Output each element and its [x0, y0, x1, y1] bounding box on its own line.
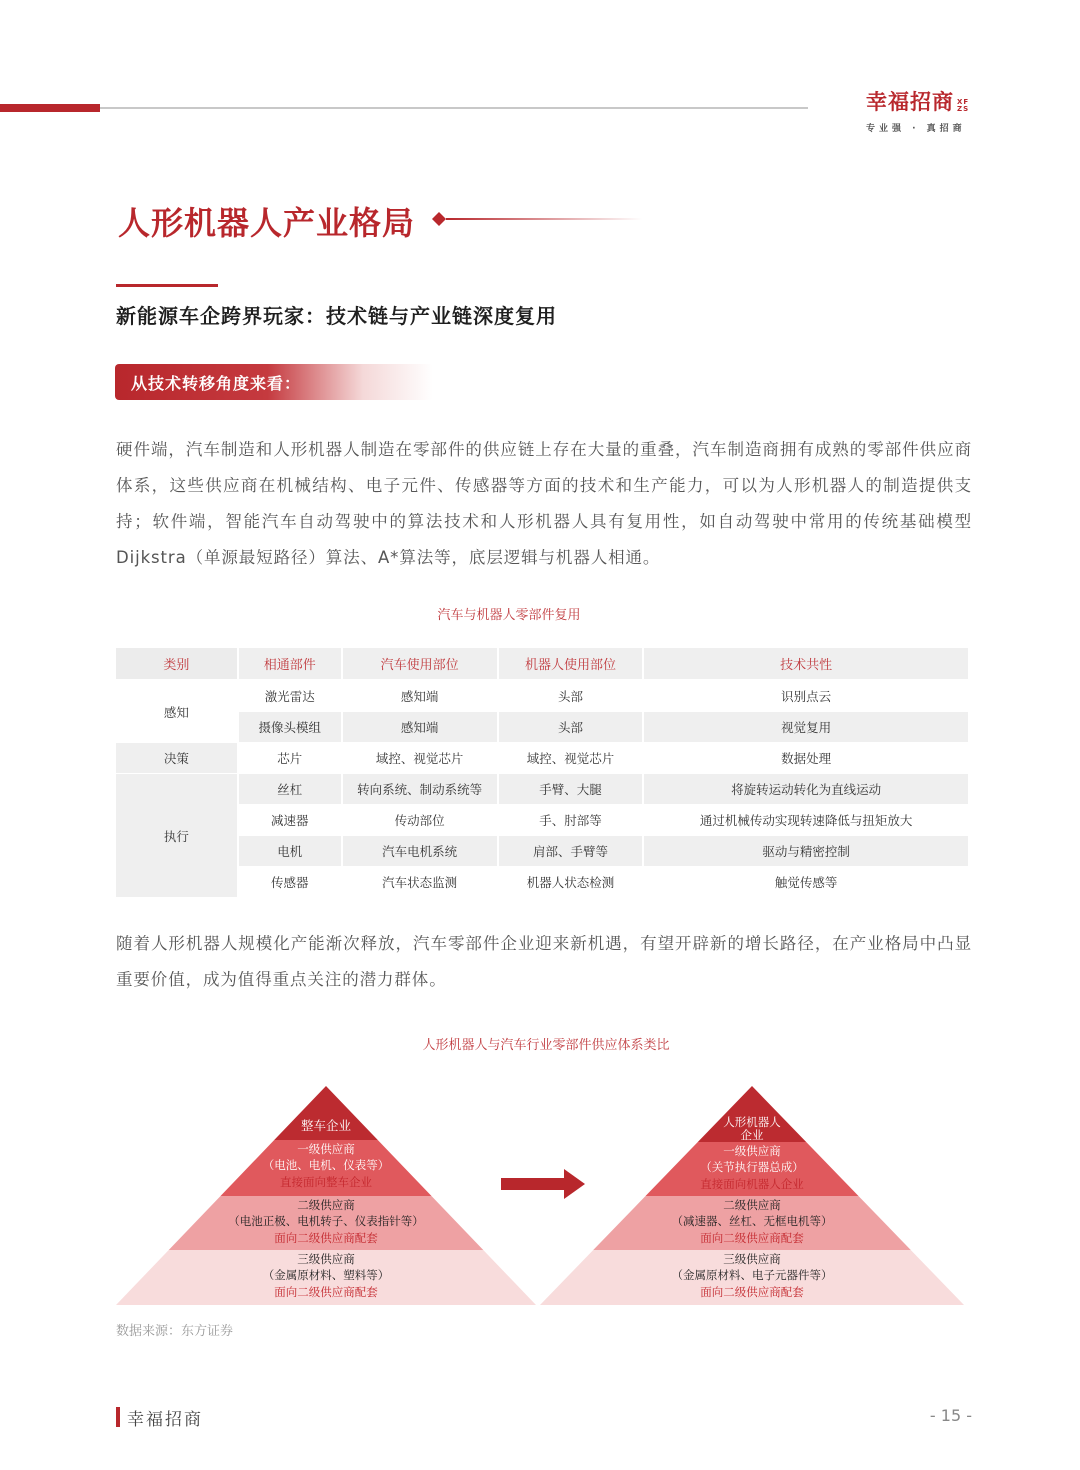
- pyramid-tier-name: 一级供应商: [723, 1144, 781, 1158]
- pyramid-tier-detail: （电池正极、电机转子、仪表指针等）: [228, 1214, 424, 1228]
- pyramid-top-label: 企业: [740, 1128, 764, 1142]
- pyramid-tier-name: 三级供应商: [723, 1252, 781, 1266]
- table-cell: 域控、视觉芯片: [498, 743, 644, 774]
- pyramid-tier-detail: （金属原材料、塑料等）: [262, 1268, 390, 1282]
- table-cell: 激光雷达: [238, 680, 342, 712]
- section-subtitle: 新能源车企跨界玩家：技术链与产业链深度复用: [116, 304, 557, 328]
- table-cell: 感知端: [342, 712, 498, 743]
- table-cell: 头部: [498, 680, 644, 712]
- table-category-cell: 执行: [116, 774, 238, 898]
- pyramid-tier-name: 二级供应商: [297, 1198, 355, 1212]
- table-cell: 转向系统、制动系统等: [342, 774, 498, 805]
- pyramid-tier-note: 直接面向整车企业: [280, 1175, 372, 1189]
- pyramid-tier-detail: （关节执行器总成）: [700, 1160, 804, 1174]
- header-rule: [100, 107, 808, 109]
- page-number: - 15 -: [929, 1406, 972, 1425]
- data-source: 数据来源：东方证券: [116, 1324, 234, 1339]
- table-category-cell: 决策: [116, 743, 238, 774]
- table-cell: 传感器: [238, 867, 342, 898]
- title-diamond-decoration: [432, 212, 642, 226]
- table-cell: 域控、视觉芯片: [342, 743, 498, 774]
- paragraph-opportunity: 随着人形机器人规模化产能渐次释放，汽车零部件企业迎来新机遇，有望开辟新的增长路径，在产业格局中凸显重要价值，成为值得重点关注的潜力群体。: [116, 934, 972, 989]
- section-title: 人形机器人产业格局: [118, 204, 416, 242]
- table-cell: 通过机械传动实现转速降低与扭矩放大: [643, 805, 969, 836]
- table-category-cell: 感知: [116, 680, 238, 743]
- table-header-cell: 相通部件: [238, 648, 342, 680]
- footer-accent-bar: [116, 1407, 120, 1427]
- table-cell: 丝杠: [238, 774, 342, 805]
- table-cell: 驱动与精密控制: [643, 836, 969, 867]
- supply-pyramid-comparison: [0, 1076, 1080, 1316]
- table-cell: 电机: [238, 836, 342, 867]
- table-row: [116, 867, 969, 898]
- pyramid-tier-note: 面向二级供应商配套: [700, 1231, 804, 1245]
- brand-logo: [866, 86, 969, 134]
- perspective-label-text: 从技术转移角度来看：: [131, 374, 302, 393]
- table-row: [116, 805, 969, 836]
- pyramid-tier-detail: （减速器、丝杠、无框电机等）: [671, 1214, 833, 1228]
- table-cell: 数据处理: [643, 743, 969, 774]
- table-cell: 汽车状态监测: [342, 867, 498, 898]
- table-row: [116, 743, 969, 774]
- pyramid-top-label: 整车企业: [300, 1118, 352, 1133]
- component-reuse-table: [116, 648, 970, 898]
- right-arrow-icon: [501, 1169, 585, 1199]
- brand-name: 幸福招商: [866, 90, 954, 114]
- paragraph-tech-transfer: 硬件端，汽车制造和人形机器人制造在零部件的供应链上存在大量的重叠，汽车制造商拥有成熟的零部件供应商体系，这些供应商在机械结构、电子元件、传感器等方面的技术和生产能力，可以为人形机器人的制造提供支持；软件端，智能汽车自动驾驶中的算法技术和人形机器人具有复用性，如自动驾驶中常用的传统基础模型Dijkstra（单源最短路径）算法、A*算法等，底层逻辑与机器人相通。: [116, 440, 972, 567]
- pyramid-tier-note: 面向二级供应商配套: [274, 1285, 378, 1299]
- table-row: [116, 836, 969, 867]
- pyramid-tier-name: 一级供应商: [297, 1142, 355, 1156]
- table-cell: 手臂、大腿: [498, 774, 644, 805]
- pyramid-tier-name: 三级供应商: [297, 1252, 355, 1266]
- header-accent-bar: [0, 104, 100, 112]
- table-header-cell: 机器人使用部位: [498, 648, 644, 680]
- table-row: [116, 680, 969, 712]
- brand-tag: XF ZS: [957, 98, 970, 113]
- table-cell: 将旋转运动转化为直线运动: [643, 774, 969, 805]
- table-cell: 识别点云: [643, 680, 969, 712]
- table-header-cell: 类别: [116, 648, 238, 680]
- brand-slogan: 专业强 · 真招商: [866, 124, 966, 134]
- pyramid-top-label: 人形机器人: [723, 1115, 781, 1129]
- table-cell: 减速器: [238, 805, 342, 836]
- table-title: 汽车与机器人零部件复用: [437, 608, 581, 623]
- pyramid-tier-note: 面向二级供应商配套: [700, 1285, 804, 1299]
- pyramid-tier-detail: （金属原材料、电子元器件等）: [671, 1268, 833, 1282]
- table-cell: 汽车电机系统: [342, 836, 498, 867]
- table-header-cell: 汽车使用部位: [342, 648, 498, 680]
- table-cell: 感知端: [342, 680, 498, 712]
- pyramid-tier-name: 二级供应商: [723, 1198, 781, 1212]
- pyramid-figure-title: 人形机器人与汽车行业零部件供应体系类比: [422, 1038, 670, 1053]
- table-cell: 手、肘部等: [498, 805, 644, 836]
- table-cell: 头部: [498, 712, 644, 743]
- perspective-label: [115, 364, 433, 400]
- subtitle-rule: [116, 284, 218, 287]
- table-cell: 机器人状态检测: [498, 867, 644, 898]
- table-cell: 芯片: [238, 743, 342, 774]
- footer-brand: 幸福招商: [127, 1410, 203, 1430]
- table-cell: 传动部位: [342, 805, 498, 836]
- table-cell: 触觉传感等: [643, 867, 969, 898]
- table-row: [116, 712, 969, 743]
- table-row: [116, 774, 969, 805]
- table-header-cell: 技术共性: [643, 648, 969, 680]
- pyramid-tier-note: 面向二级供应商配套: [274, 1231, 378, 1245]
- pyramid-tier-note: 直接面向机器人企业: [700, 1177, 804, 1191]
- pyramid-tier-detail: （电池、电机、仪表等）: [262, 1158, 390, 1172]
- table-cell: 视觉复用: [643, 712, 969, 743]
- table-cell: 肩部、手臂等: [498, 836, 644, 867]
- table-cell: 摄像头模组: [238, 712, 342, 743]
